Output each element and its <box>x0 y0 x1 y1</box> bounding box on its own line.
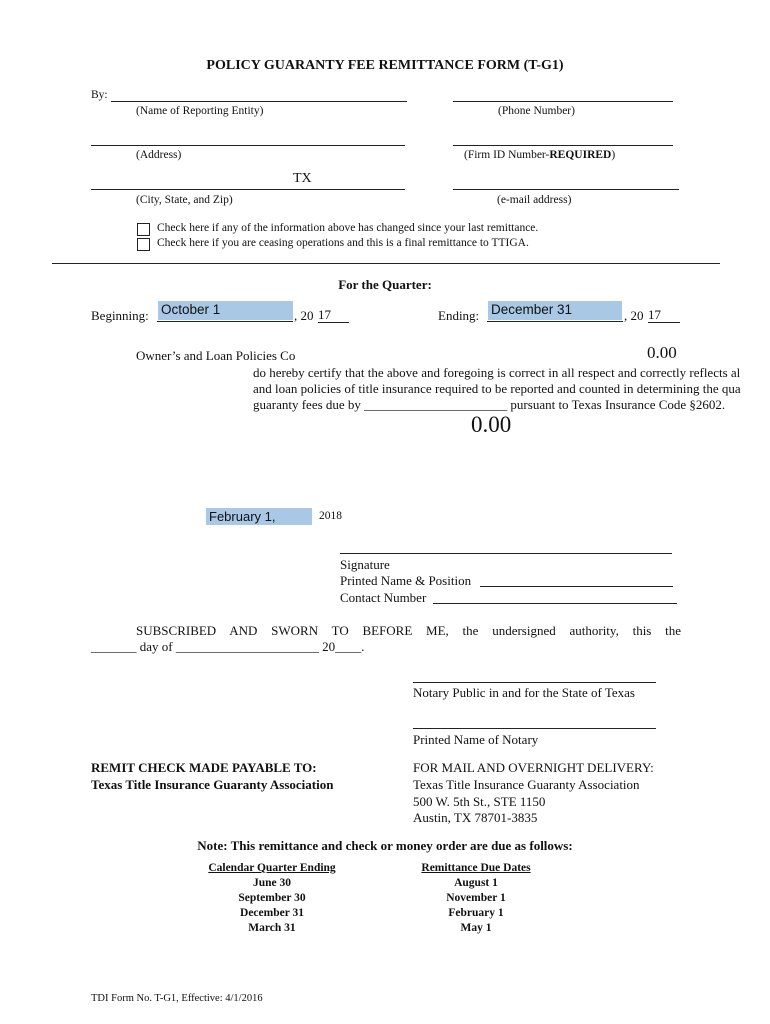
notary-label: Notary Public in and for the State of Texas <box>413 685 635 700</box>
mail-street: 500 W. 5th St., STE 1150 <box>413 794 546 809</box>
city-state-zip-field[interactable] <box>91 189 405 190</box>
printed-notary-label: Printed Name of Notary <box>413 732 539 747</box>
email-caption: (e-mail address) <box>497 194 572 206</box>
date-year: 2018 <box>319 510 342 522</box>
beginning-underline <box>157 321 293 322</box>
firm-id-caption: (Firm ID Number-REQUIRED) <box>464 149 616 161</box>
total-guaranty-fee-amount[interactable]: 0.00 <box>471 412 512 437</box>
quarter-ending-cell: March 31 <box>248 922 296 934</box>
contact-number-label: Contact Number <box>340 590 427 605</box>
email-field[interactable] <box>453 189 679 190</box>
printed-name-field[interactable] <box>480 586 673 587</box>
beginning-year-prefix: , 20 <box>294 308 314 323</box>
ceasing-operations-checkbox[interactable] <box>137 238 150 251</box>
phone-number-field[interactable] <box>453 101 673 102</box>
form-number-footer: TDI Form No. T-G1, Effective: 4/1/2016 <box>91 993 263 1004</box>
section-divider <box>52 263 720 264</box>
form-title: POLICY GUARANTY FEE REMITTANCE FORM (T-G1) <box>206 58 564 73</box>
quarter-ending-cell: June 30 <box>252 877 292 889</box>
due-date-cell: February 1 <box>448 907 504 919</box>
quarter-ending-cell: September 30 <box>238 892 306 904</box>
notary-signature-field[interactable] <box>413 682 656 683</box>
sworn-line-1: SUBSCRIBED AND SWORN TO BEFORE ME, the undersigned authority, this the <box>136 623 681 638</box>
info-changed-label: Check here if any of the information above has changed since your last remittance. <box>157 222 539 234</box>
phone-caption: (Phone Number) <box>498 105 575 117</box>
quarter-heading: For the Quarter: <box>338 277 432 292</box>
mail-heading: FOR MAIL AND OVERNIGHT DELIVERY: <box>413 760 654 775</box>
signature-field[interactable] <box>340 553 672 554</box>
address-field[interactable] <box>91 145 405 146</box>
notary-printed-name-field[interactable] <box>413 728 656 729</box>
quarter-ending-header: Calendar Quarter Ending <box>208 862 336 874</box>
certify-line-1: do hereby certify that the above and foregoing is correct in all respect and correctly reflects al <box>253 365 741 380</box>
city-caption: (City, State, and Zip) <box>136 194 233 206</box>
schedule-note: Note: This remittance and check or money order are due as follows: <box>197 838 573 853</box>
mail-name: Texas Title Insurance Guaranty Association <box>413 777 640 792</box>
sworn-line-2: _______ day of ______________________ 20____. <box>91 639 365 654</box>
beginning-label: Beginning: <box>91 308 149 323</box>
entity-caption: (Name of Reporting Entity) <box>136 105 264 117</box>
certify-line-2: and loan policies of title insurance required to be reported and counted in determining the qua <box>253 381 741 396</box>
due-date-cell: November 1 <box>446 892 506 904</box>
ending-underline <box>487 321 623 322</box>
by-label: By: <box>91 89 108 101</box>
state-value: TX <box>293 171 312 186</box>
owners-policies-label: Owner’s and Loan Policies Co <box>136 348 296 363</box>
due-dates-header: Remittance Due Dates <box>421 862 531 874</box>
due-date-cell: May 1 <box>460 922 492 934</box>
ending-year-prefix: , 20 <box>624 308 644 323</box>
remit-payable-heading: REMIT CHECK MADE PAYABLE TO: <box>91 760 317 775</box>
ending-date-field[interactable]: December 31 <box>488 301 622 320</box>
beginning-year: 17 <box>318 308 349 323</box>
ending-year: 17 <box>648 308 680 323</box>
mail-city: Austin, TX 78701-3835 <box>413 810 538 825</box>
due-date-cell: August 1 <box>454 877 498 889</box>
owners-policies-amount[interactable]: 0.00 <box>647 343 677 362</box>
printed-name-label: Printed Name & Position <box>340 573 472 588</box>
entity-name-field[interactable] <box>111 101 407 102</box>
info-changed-checkbox[interactable] <box>137 223 150 236</box>
quarter-ending-cell: December 31 <box>240 907 304 919</box>
ceasing-operations-label: Check here if you are ceasing operations and this is a final remittance to TTIGA. <box>157 237 529 249</box>
certify-line-3: guaranty fees due by ______________________ pursuant to Texas Insurance Code §2602. <box>253 397 726 412</box>
firm-id-field[interactable] <box>453 145 673 146</box>
date-field[interactable]: February 1, <box>206 508 312 525</box>
remit-payable-name: Texas Title Insurance Guaranty Association <box>91 777 334 792</box>
address-caption: (Address) <box>136 149 182 161</box>
contact-number-field[interactable] <box>433 603 677 604</box>
signature-label: Signature <box>340 557 390 572</box>
ending-label: Ending: <box>438 308 480 323</box>
beginning-date-field[interactable]: October 1 <box>158 301 293 320</box>
